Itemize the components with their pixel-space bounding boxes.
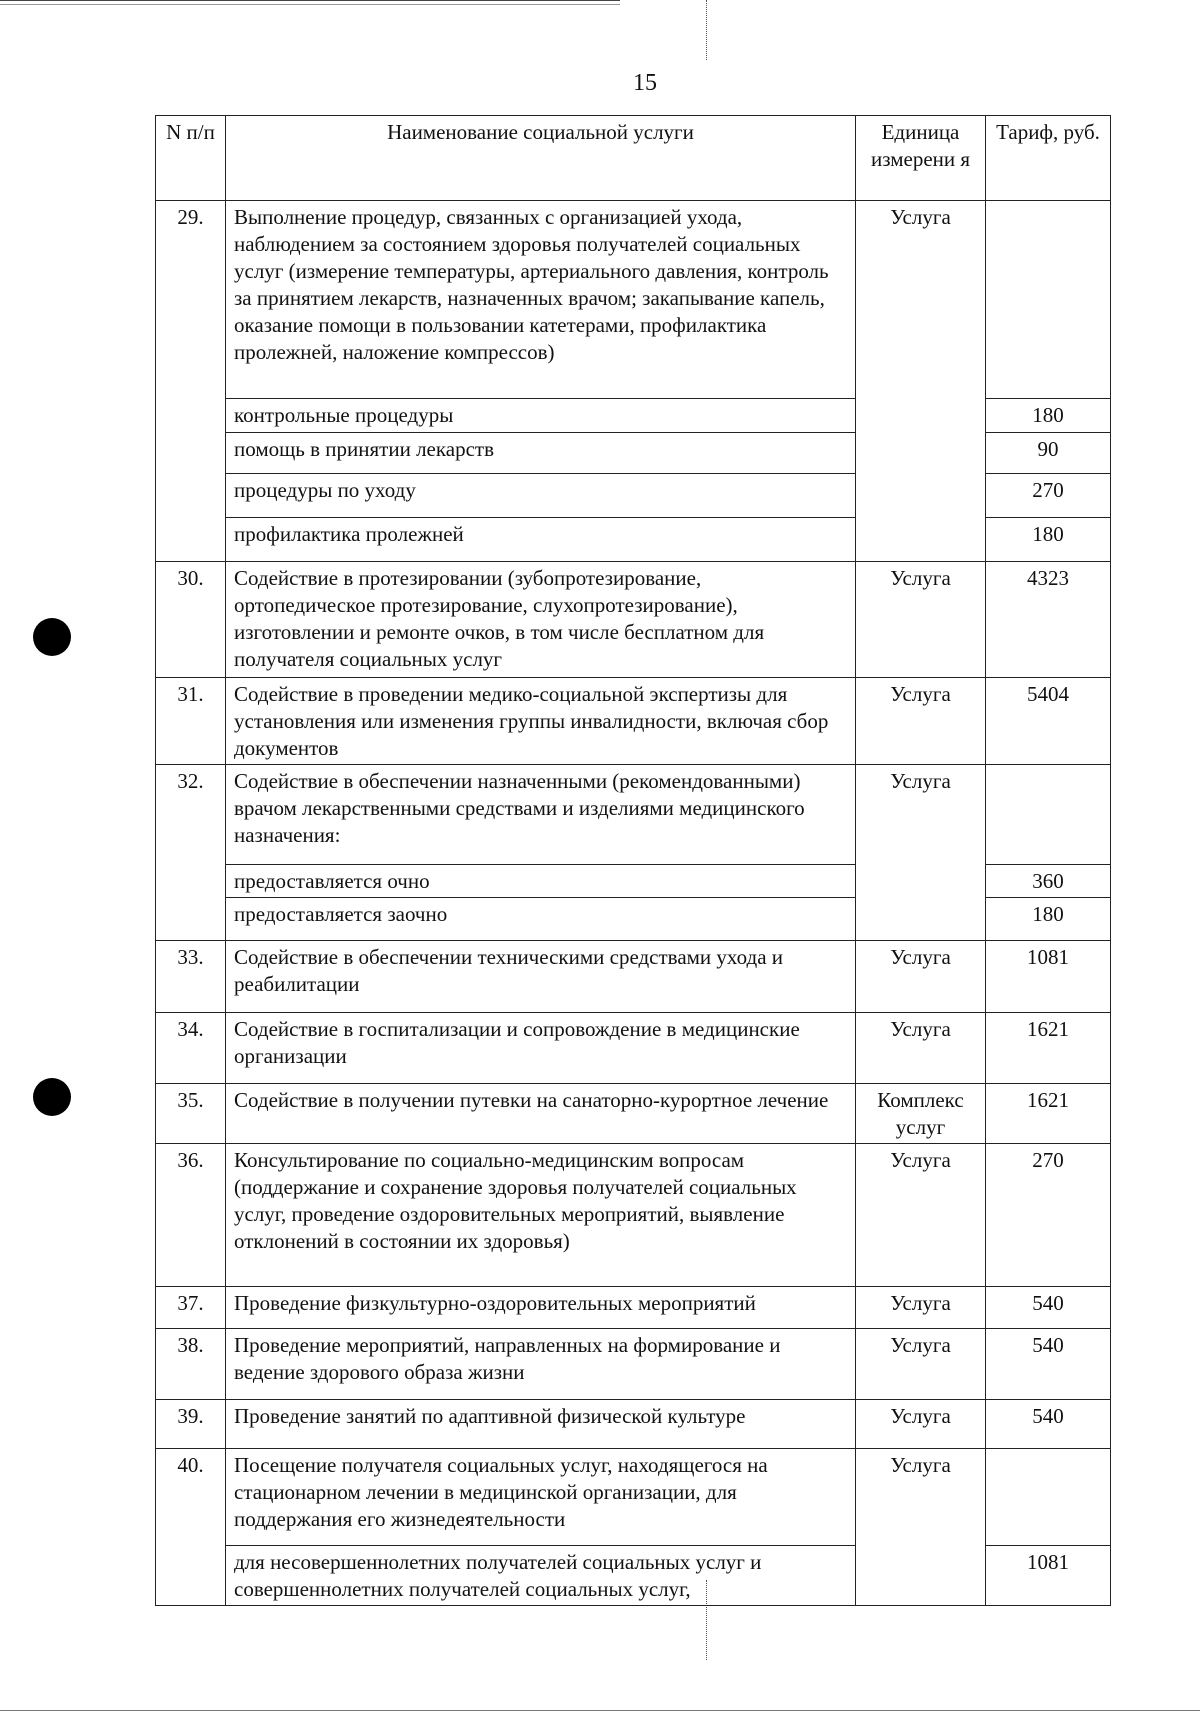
row-number: 36. — [156, 1144, 226, 1287]
row-tariff-empty — [986, 201, 1111, 399]
row-name: Содействие в госпитализации и сопровождение в медицинские организации — [226, 1013, 856, 1084]
row-name: Посещение получателя социальных услуг, находящегося на стационарном лечении в медицинской организации, для поддержания его жизнедеятельности — [226, 1449, 856, 1546]
row-number: 34. — [156, 1013, 226, 1084]
row-tariff: 270 — [986, 1144, 1111, 1287]
row-tariff: 4323 — [986, 562, 1111, 678]
row-unit: Услуга — [856, 1329, 986, 1400]
punch-hole-lower — [33, 1078, 71, 1116]
top-scan-rule-secondary — [0, 4, 620, 5]
subrow-tariff: 1081 — [986, 1546, 1111, 1606]
row-unit: Услуга — [856, 1013, 986, 1084]
table-row — [156, 1400, 1111, 1449]
row-unit: Услуга — [856, 1449, 986, 1606]
table-row — [156, 1329, 1111, 1400]
row-unit: Услуга — [856, 765, 986, 941]
subrow-name: предоставляется заочно — [226, 898, 856, 941]
row-tariff: 5404 — [986, 678, 1111, 765]
row-unit: Услуга — [856, 678, 986, 765]
row-tariff: 1621 — [986, 1084, 1111, 1144]
row-unit: Комплекс услуг — [856, 1084, 986, 1144]
header-num: N п/п — [156, 116, 226, 201]
table-row — [156, 1144, 1111, 1287]
row-number: 31. — [156, 678, 226, 765]
row-number: 32. — [156, 765, 226, 941]
header-tariff: Тариф, руб. — [986, 116, 1111, 201]
subrow-name: процедуры по уходу — [226, 474, 856, 518]
row-name: Проведение физкультурно-оздоровительных мероприятий — [226, 1287, 856, 1329]
row-number: 33. — [156, 941, 226, 1013]
row-number: 38. — [156, 1329, 226, 1400]
row-number: 39. — [156, 1400, 226, 1449]
subrow-name: предоставляется очно — [226, 865, 856, 898]
subrow-name: помощь в принятии лекарств — [226, 433, 856, 474]
subrow-tariff: 360 — [986, 865, 1111, 898]
row-name: Содействие в получении путевки на санаторно-курортное лечение — [226, 1084, 856, 1144]
row-name: Содействие в проведении медико-социальной экспертизы для установления или изменения группы инвалидности, включая сбор документов — [226, 678, 856, 765]
row-name: Проведение мероприятий, направленных на формирование и ведение здорового образа жизни — [226, 1329, 856, 1400]
row-unit: Услуга — [856, 201, 986, 562]
table-row — [156, 678, 1111, 765]
table-row — [156, 1287, 1111, 1329]
header-unit: Единица измерени я — [856, 116, 986, 201]
row-tariff-empty — [986, 1449, 1111, 1546]
row-tariff: 540 — [986, 1400, 1111, 1449]
row-number: 35. — [156, 1084, 226, 1144]
table-row — [156, 765, 1111, 865]
table-row — [156, 1013, 1111, 1084]
row-tariff: 1081 — [986, 941, 1111, 1013]
subrow-tariff: 90 — [986, 433, 1111, 474]
row-number: 37. — [156, 1287, 226, 1329]
row-unit: Услуга — [856, 1144, 986, 1287]
table-row — [156, 201, 1111, 399]
subrow-tariff: 180 — [986, 399, 1111, 433]
row-tariff: 540 — [986, 1287, 1111, 1329]
row-unit: Услуга — [856, 1287, 986, 1329]
table-header-row — [156, 116, 1111, 201]
row-name: Проведение занятий по адаптивной физической культуре — [226, 1400, 856, 1449]
row-tariff: 1621 — [986, 1013, 1111, 1084]
subrow-tariff: 270 — [986, 474, 1111, 518]
subrow-name: профилактика пролежней — [226, 518, 856, 562]
table-row — [156, 1084, 1111, 1144]
top-scan-rule — [0, 0, 620, 1]
subrow-name: контрольные процедуры — [226, 399, 856, 433]
row-number: 40. — [156, 1449, 226, 1606]
tariff-table — [155, 115, 1111, 1606]
row-tariff-empty — [986, 765, 1111, 865]
row-name: Содействие в обеспечении назначенными (рекомендованными) врачом лекарственными средствами и изделиями медицинского назначения: — [226, 765, 856, 865]
page-number: 15 — [633, 70, 657, 96]
row-number: 29. — [156, 201, 226, 562]
row-number: 30. — [156, 562, 226, 678]
subrow-name: для несовершеннолетних получателей социальных услуг и совершеннолетних получателей социальных услуг, — [226, 1546, 856, 1606]
row-unit: Услуга — [856, 941, 986, 1013]
row-name: Содействие в обеспечении техническими средствами ухода и реабилитации — [226, 941, 856, 1013]
row-unit: Услуга — [856, 562, 986, 678]
row-name: Консультирование по социально-медицинским вопросам (поддержание и сохранение здоровья получателей социальных услуг, проведение оздоровительных мероприятий, выявление отклонений в состоянии их здоровья) — [226, 1144, 856, 1287]
table-row — [156, 1449, 1111, 1546]
table-row — [156, 941, 1111, 1013]
bottom-scan-rule — [0, 1710, 1200, 1711]
subrow-tariff: 180 — [986, 518, 1111, 562]
subrow-tariff: 180 — [986, 898, 1111, 941]
row-name: Выполнение процедур, связанных с организацией ухода, наблюдением за состоянием здоровья получателей социальных услуг (измерение температуры, артериального давления, контроль за принятием лекарств, назначенных врачом; закапывание капель, оказание помощи в пользовании катетерами, профилактика пролежней, наложение компрессов) — [226, 201, 856, 399]
table-row — [156, 562, 1111, 678]
row-name: Содействие в протезировании (зубопротезирование, ортопедическое протезирование, слухопротезирование), изготовлении и ремонте очков, в том числе бесплатном для получателя социальных услуг — [226, 562, 856, 678]
fold-mark — [706, 0, 707, 60]
punch-hole-upper — [33, 618, 71, 656]
row-unit: Услуга — [856, 1400, 986, 1449]
row-tariff: 540 — [986, 1329, 1111, 1400]
header-name: Наименование социальной услуги — [226, 116, 856, 201]
